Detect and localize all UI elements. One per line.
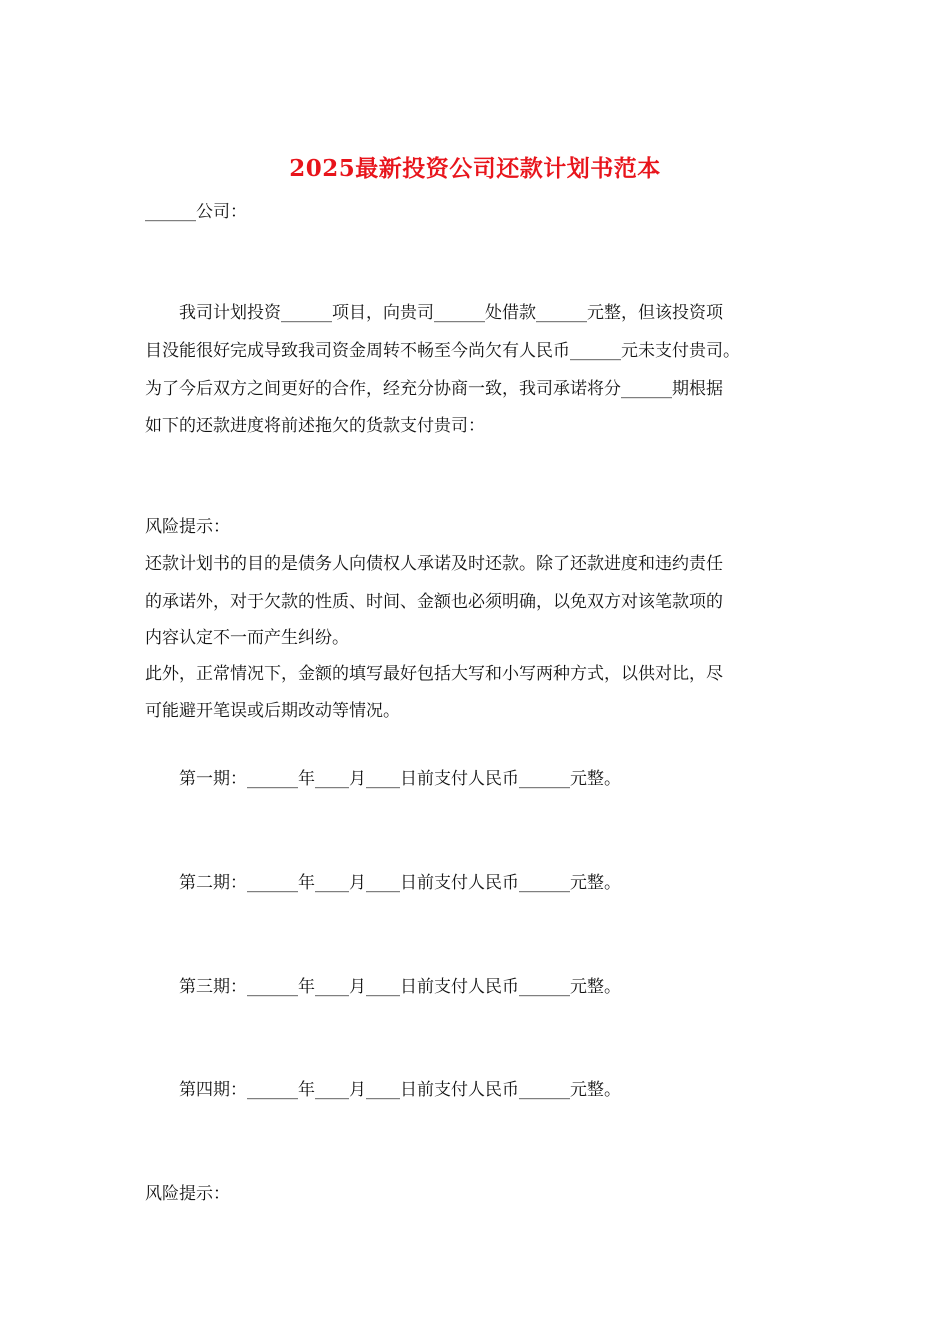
installment-line: 第三期：______年____月____日前支付人民币______元整。 [145, 977, 621, 997]
installment-line: 第二期：______年____月____日前支付人民币______元整。 [145, 873, 621, 893]
risk-line: 内容认定不一而产生纠纷。 [145, 628, 349, 648]
risk-heading: 风险提示： [145, 1184, 230, 1204]
body-line: 为了今后双方之间更好的合作，经充分协商一致，我司承诺将分______期根据 [145, 379, 723, 399]
risk-line: 此外，正常情况下，金额的填写最好包括大写和小写两种方式，以供对比，尽 [145, 664, 723, 684]
body-line: 目没能很好完成导致我司资金周转不畅至今尚欠有人民币______元未支付贵司。 [145, 341, 740, 361]
installment-line: 第一期：______年____月____日前支付人民币______元整。 [145, 769, 621, 789]
body-line: 如下的还款进度将前述拖欠的货款支付贵司： [145, 416, 485, 436]
document-title: 2025最新投资公司还款计划书范本 [289, 155, 661, 182]
risk-line: 还款计划书的目的是债务人向债权人承诺及时还款。除了还款进度和违约责任 [145, 554, 723, 574]
salutation: ______公司： [145, 202, 247, 222]
installment-line: 第四期：______年____月____日前支付人民币______元整。 [145, 1080, 621, 1100]
risk-line: 的承诺外，对于欠款的性质、时间、金额也必须明确，以免双方对该笔款项的 [145, 592, 723, 612]
body-line: 我司计划投资______项目，向贵司______处借款______元整，但该投资项 [145, 303, 723, 323]
risk-line: 可能避开笔误或后期改动等情况。 [145, 701, 400, 721]
risk-heading: 风险提示： [145, 517, 230, 537]
